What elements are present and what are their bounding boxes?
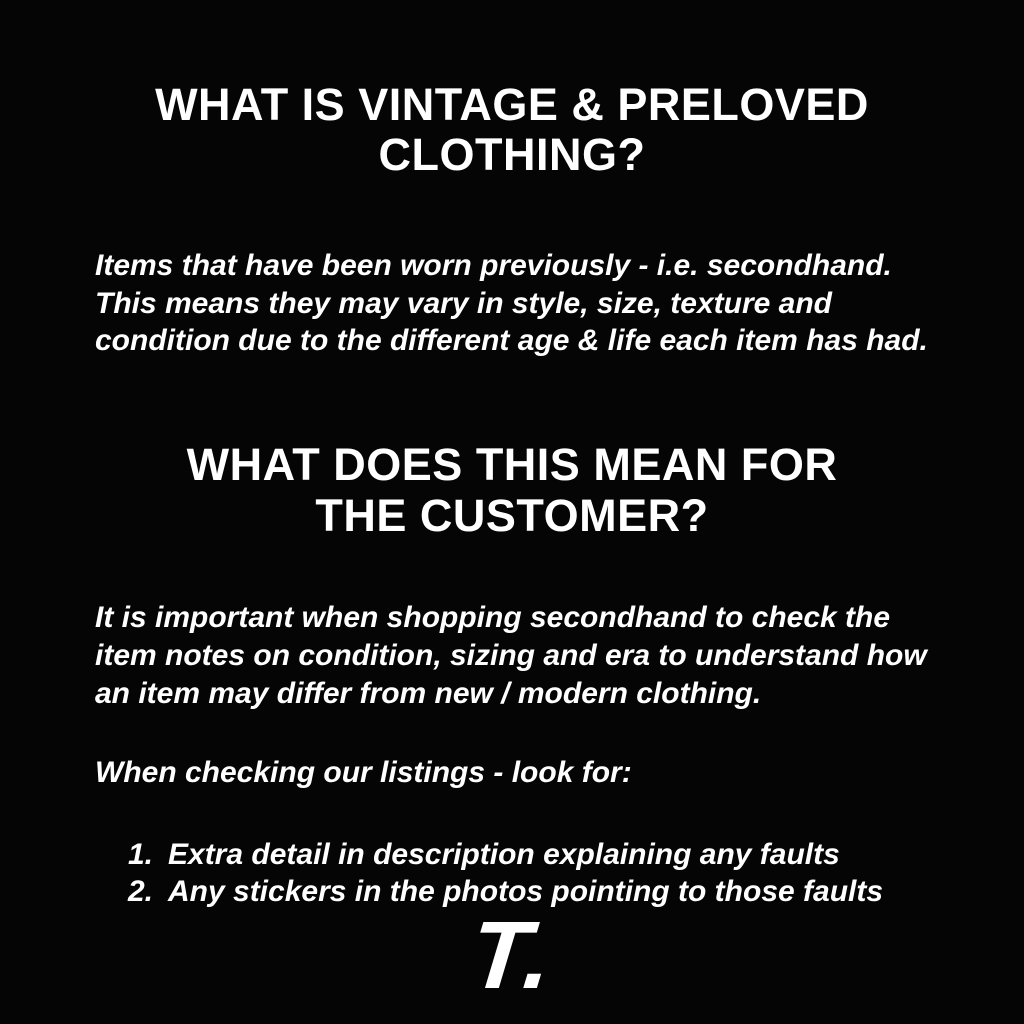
shopping-advice-paragraph: It is important when shopping secondhand to check the item notes on condition, sizing and era to understand how an item may differ from new / modern clothing. (95, 600, 927, 710)
brand-logo-container (0, 902, 1024, 1009)
list-item-number: 1. (128, 838, 154, 872)
list-item-number: 2. (128, 874, 154, 908)
faults-checklist (0, 837, 1024, 910)
intro-paragraph: Items that have been worn previously - i.e. secondhand. This means they may vary in style, size, texture and condition due to the different age & life each item has had. (95, 248, 928, 358)
brand-logo-t: T. (465, 902, 559, 1009)
list-item (128, 837, 944, 874)
list-item-text: Any stickers in the photos pointing to those faults (168, 874, 884, 908)
list-item-text: Extra detail in description explaining any faults (168, 838, 840, 872)
customer-heading: WHAT DOES THIS MEAN FOR THE CUSTOMER? (186, 439, 838, 541)
main-heading: WHAT IS VINTAGE & PRELOVED CLOTHING? (155, 79, 869, 181)
listings-intro-paragraph: When checking our listings - look for: (95, 756, 632, 790)
